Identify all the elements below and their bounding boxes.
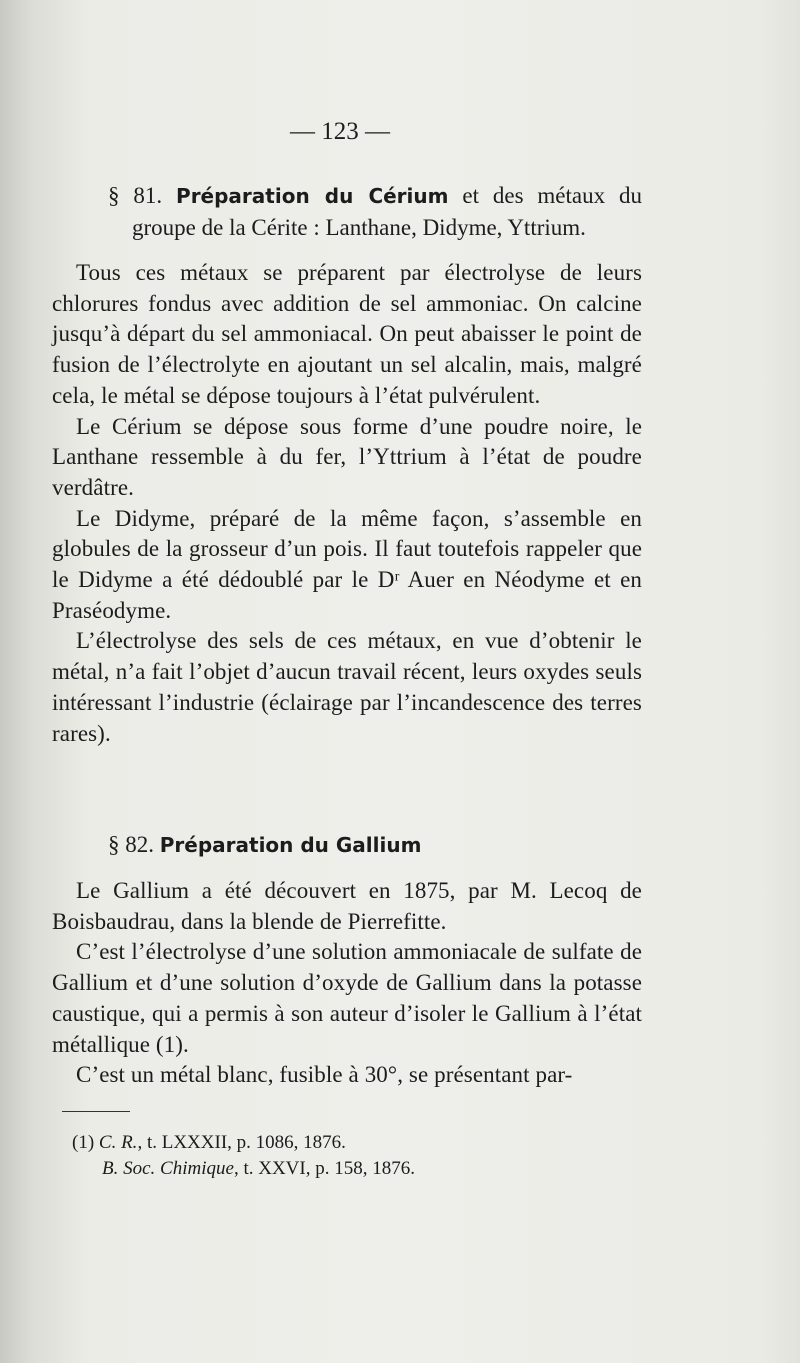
footnote-source: B. Soc. Chimique (102, 1158, 234, 1179)
paragraph: L’électrolyse des sels de ces métaux, en vue d’obtenir le métal, n’a fait l’objet d’aucun travail récent, leurs oxydes seuls intéressant l’industrie (éclairage par l’incandescence des terres rares). (52, 628, 642, 746)
section-82-heading (52, 829, 642, 861)
section-81-heading (52, 180, 642, 243)
footnote-ref: , t. XXVI, p. 158, 1876. (233, 1158, 415, 1179)
section-title-bold: Préparation du Gallium (159, 833, 422, 857)
page-number: — 123 — (290, 118, 390, 145)
footnote-1 (72, 1130, 632, 1156)
section-title-bold: Préparation du Cérium (176, 184, 449, 208)
footnote-ref: , t. LXXXII, p. 1086, 1876. (137, 1132, 346, 1153)
paragraph: Le Cérium se dépose sous forme d’une poudre noire, le Lanthane ressemble à du fer, l’Yttrium à l’état de poudre verdâtre. (52, 413, 642, 500)
footnote-mark: (1) (72, 1132, 95, 1153)
footnote-source: C. R. (98, 1132, 138, 1153)
footnote-rule (62, 1111, 130, 1112)
section-title-rest: et des métaux du groupe de la Cérite : Lanthane, Didyme, Yttrium. (132, 183, 642, 240)
section-symbol: § 81. (108, 183, 163, 208)
paragraph: C’est un métal blanc, fusible à 30°, se présentant par- (76, 1062, 573, 1088)
footnotes (72, 1130, 632, 1182)
section-81-body (52, 258, 642, 749)
section-symbol: § 82. (108, 832, 154, 857)
paragraph: Le Didyme, préparé de la même façon, s’assemble en globules de la grosseur d’un pois. Il faut toutefois rappeler que le Didyme a été dédoublé par le Dʳ Auer en Néodyme et en Praséodyme. (52, 505, 642, 623)
paragraph: C’est l’électrolyse d’une solution ammoniacale de sulfate de Gallium et d’une solution d’oxyde de Gallium dans la potasse caustique, qui a permis à son auteur d’isoler le Gallium à l’état métallique (1). (52, 939, 642, 1057)
paragraph: Le Gallium a été découvert en 1875, par M. Lecoq de Boisbaudrau, dans la blende de Pierrefitte. (52, 878, 642, 934)
paragraph: Tous ces métaux se préparent par électrolyse de leurs chlorures fondus avec addition de sel ammoniac. On calcine jusqu’à départ du sel ammoniacal. On peut abaisser le point de fusion de l’électrolyte en ajoutant un sel alcalin, mais, malgré cela, le métal se dépose toujours à l’état pulvérulent. (52, 260, 642, 408)
footnote-2 (72, 1156, 632, 1182)
section-82-body (52, 876, 642, 1091)
